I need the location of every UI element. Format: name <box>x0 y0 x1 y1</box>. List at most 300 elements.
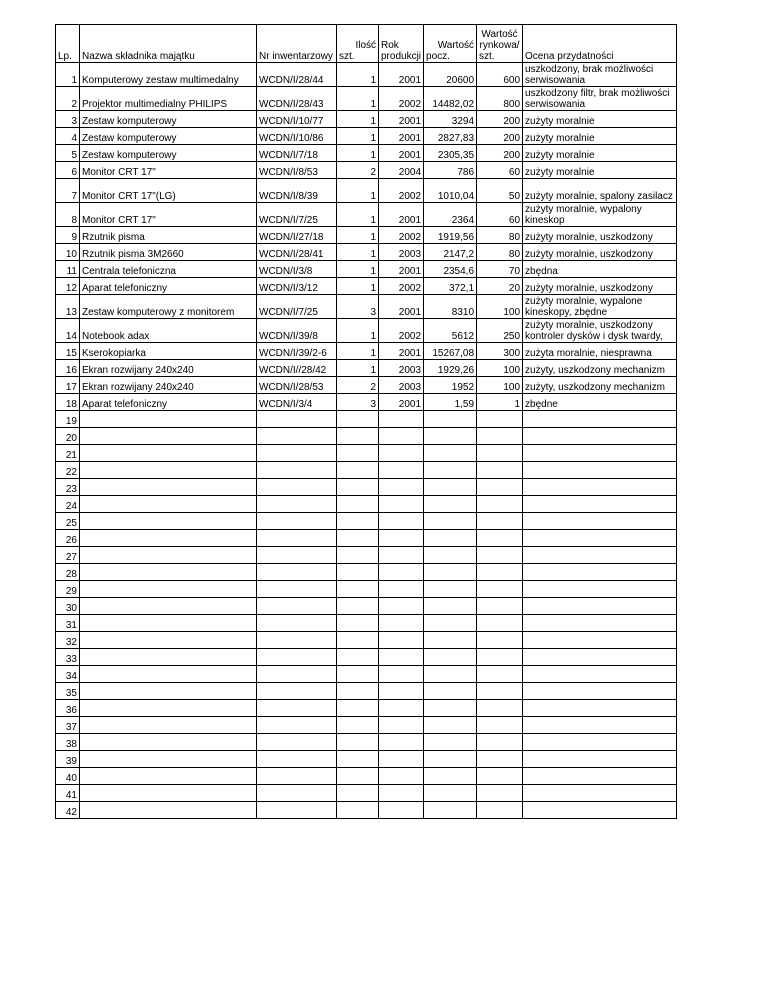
cell-quantity <box>337 751 379 768</box>
cell-lp: 14 <box>56 319 80 343</box>
empty-table-row <box>56 734 677 751</box>
cell-inventory <box>257 751 337 768</box>
cell-name: Notebook adax <box>80 319 257 343</box>
cell-year: 2004 <box>379 162 424 179</box>
empty-table-row <box>56 751 677 768</box>
cell-quantity <box>337 530 379 547</box>
cell-market-value <box>477 717 523 734</box>
cell-value: 2305,35 <box>424 145 477 162</box>
cell-year <box>379 530 424 547</box>
cell-quantity <box>337 649 379 666</box>
cell-year: 2001 <box>379 111 424 128</box>
cell-market-value: 300 <box>477 343 523 360</box>
cell-quantity: 3 <box>337 295 379 319</box>
cell-name: Zestaw komputerowy <box>80 128 257 145</box>
cell-year <box>379 547 424 564</box>
table-row <box>56 128 677 145</box>
cell-inventory <box>257 496 337 513</box>
cell-value <box>424 411 477 428</box>
cell-rating <box>523 462 677 479</box>
cell-quantity <box>337 700 379 717</box>
cell-rating <box>523 802 677 819</box>
cell-name: Kserokopiarka <box>80 343 257 360</box>
cell-year <box>379 700 424 717</box>
cell-quantity <box>337 479 379 496</box>
cell-inventory <box>257 615 337 632</box>
cell-inventory: WCDN/I/28/41 <box>257 244 337 261</box>
cell-market-value <box>477 479 523 496</box>
cell-market-value: 100 <box>477 360 523 377</box>
cell-lp: 42 <box>56 802 80 819</box>
cell-value <box>424 683 477 700</box>
cell-quantity: 1 <box>337 145 379 162</box>
cell-year: 2001 <box>379 145 424 162</box>
cell-inventory <box>257 445 337 462</box>
cell-quantity: 1 <box>337 343 379 360</box>
cell-year: 2001 <box>379 343 424 360</box>
cell-rating: zużyty, uszkodzony mechanizm <box>523 360 677 377</box>
cell-inventory <box>257 768 337 785</box>
cell-value: 8310 <box>424 295 477 319</box>
cell-lp: 25 <box>56 513 80 530</box>
cell-market-value <box>477 496 523 513</box>
cell-inventory: WCDN/I/7/25 <box>257 203 337 227</box>
cell-inventory: WCDN/I/28/43 <box>257 87 337 111</box>
cell-name: Monitor CRT 17" <box>80 203 257 227</box>
cell-rating: zużyty moralnie <box>523 145 677 162</box>
cell-quantity: 1 <box>337 128 379 145</box>
cell-market-value <box>477 734 523 751</box>
cell-name <box>80 496 257 513</box>
cell-value <box>424 717 477 734</box>
col-header-lp: Lp. <box>56 25 80 63</box>
cell-rating: zużyty moralnie, uszkodzony <box>523 227 677 244</box>
empty-table-row <box>56 445 677 462</box>
cell-rating: zużyty, uszkodzony mechanizm <box>523 377 677 394</box>
cell-rating <box>523 428 677 445</box>
cell-rating <box>523 581 677 598</box>
cell-rating <box>523 411 677 428</box>
cell-value <box>424 564 477 581</box>
empty-table-row <box>56 479 677 496</box>
cell-rating: zużyty moralnie <box>523 111 677 128</box>
cell-value: 1919,56 <box>424 227 477 244</box>
cell-value <box>424 581 477 598</box>
cell-year: 2001 <box>379 295 424 319</box>
cell-market-value <box>477 598 523 615</box>
cell-inventory: WCDN/I/27/18 <box>257 227 337 244</box>
cell-lp: 16 <box>56 360 80 377</box>
empty-table-row <box>56 513 677 530</box>
cell-rating <box>523 598 677 615</box>
cell-lp: 6 <box>56 162 80 179</box>
cell-inventory <box>257 564 337 581</box>
cell-quantity: 1 <box>337 63 379 87</box>
cell-inventory <box>257 683 337 700</box>
cell-inventory <box>257 802 337 819</box>
col-header-inventory: Nr inwentarzowy <box>257 25 337 63</box>
cell-value <box>424 802 477 819</box>
cell-year <box>379 649 424 666</box>
cell-name <box>80 547 257 564</box>
cell-year: 2003 <box>379 360 424 377</box>
cell-inventory: WCDN/I/3/4 <box>257 394 337 411</box>
cell-lp: 36 <box>56 700 80 717</box>
cell-inventory <box>257 513 337 530</box>
table-row <box>56 343 677 360</box>
cell-quantity <box>337 581 379 598</box>
cell-quantity: 1 <box>337 261 379 278</box>
cell-rating: zużyta moralnie, niesprawna <box>523 343 677 360</box>
col-header-quantity-line2: szt. <box>339 51 355 62</box>
cell-year: 2001 <box>379 261 424 278</box>
cell-inventory <box>257 785 337 802</box>
cell-market-value: 20 <box>477 278 523 295</box>
cell-name <box>80 530 257 547</box>
cell-quantity <box>337 547 379 564</box>
table-row <box>56 179 677 203</box>
cell-rating <box>523 700 677 717</box>
cell-rating <box>523 547 677 564</box>
cell-name: Centrala telefoniczna <box>80 261 257 278</box>
cell-lp: 23 <box>56 479 80 496</box>
table-row <box>56 203 677 227</box>
cell-lp: 26 <box>56 530 80 547</box>
cell-market-value: 60 <box>477 203 523 227</box>
empty-table-row <box>56 802 677 819</box>
col-header-rating: Ocena przydatności <box>523 25 677 63</box>
cell-rating <box>523 785 677 802</box>
cell-lp: 7 <box>56 179 80 203</box>
cell-market-value: 200 <box>477 128 523 145</box>
cell-rating <box>523 479 677 496</box>
cell-year <box>379 802 424 819</box>
cell-name: Rzutnik pisma <box>80 227 257 244</box>
cell-quantity <box>337 564 379 581</box>
cell-year <box>379 479 424 496</box>
cell-name <box>80 700 257 717</box>
cell-year: 2002 <box>379 87 424 111</box>
cell-name: Monitor CRT 17"(LG) <box>80 179 257 203</box>
cell-market-value <box>477 513 523 530</box>
table-row <box>56 87 677 111</box>
cell-year <box>379 717 424 734</box>
cell-year <box>379 428 424 445</box>
col-header-value-line1: Wartość <box>437 40 475 51</box>
cell-rating: zużyty moralnie, spalony zasilacz <box>523 179 677 203</box>
cell-inventory <box>257 649 337 666</box>
cell-year <box>379 598 424 615</box>
cell-year: 2002 <box>379 179 424 203</box>
cell-lp: 31 <box>56 615 80 632</box>
cell-lp: 15 <box>56 343 80 360</box>
cell-market-value: 600 <box>477 63 523 87</box>
cell-rating <box>523 717 677 734</box>
cell-market-value <box>477 530 523 547</box>
cell-quantity <box>337 802 379 819</box>
cell-value <box>424 751 477 768</box>
cell-market-value <box>477 411 523 428</box>
cell-value <box>424 785 477 802</box>
cell-rating <box>523 649 677 666</box>
cell-name <box>80 751 257 768</box>
cell-value <box>424 513 477 530</box>
cell-quantity: 3 <box>337 394 379 411</box>
cell-year <box>379 411 424 428</box>
cell-rating <box>523 513 677 530</box>
table-row <box>56 227 677 244</box>
cell-quantity: 1 <box>337 360 379 377</box>
cell-lp: 8 <box>56 203 80 227</box>
cell-lp: 35 <box>56 683 80 700</box>
cell-rating <box>523 683 677 700</box>
cell-quantity <box>337 428 379 445</box>
cell-market-value <box>477 649 523 666</box>
cell-name: Rzutnik pisma 3M2660 <box>80 244 257 261</box>
cell-name: Ekran rozwijany 240x240 <box>80 377 257 394</box>
col-header-market-line1: Wartość <box>481 29 518 40</box>
empty-table-row <box>56 666 677 683</box>
cell-lp: 38 <box>56 734 80 751</box>
cell-quantity: 2 <box>337 162 379 179</box>
cell-market-value: 100 <box>477 377 523 394</box>
cell-inventory: WCDN/I/3/8 <box>257 261 337 278</box>
cell-inventory <box>257 428 337 445</box>
cell-quantity <box>337 632 379 649</box>
cell-market-value: 70 <box>477 261 523 278</box>
cell-quantity <box>337 513 379 530</box>
empty-table-row <box>56 649 677 666</box>
cell-inventory <box>257 411 337 428</box>
cell-lp: 41 <box>56 785 80 802</box>
cell-quantity <box>337 785 379 802</box>
empty-table-row <box>56 700 677 717</box>
cell-year: 2001 <box>379 63 424 87</box>
cell-lp: 21 <box>56 445 80 462</box>
cell-name <box>80 632 257 649</box>
cell-name <box>80 428 257 445</box>
table-row <box>56 360 677 377</box>
cell-inventory <box>257 734 337 751</box>
cell-lp: 22 <box>56 462 80 479</box>
cell-rating <box>523 666 677 683</box>
cell-market-value: 60 <box>477 162 523 179</box>
cell-year: 2002 <box>379 319 424 343</box>
cell-value: 2354,6 <box>424 261 477 278</box>
cell-name: Komputerowy zestaw multimedalny <box>80 63 257 87</box>
cell-quantity <box>337 615 379 632</box>
table-row <box>56 295 677 319</box>
cell-quantity <box>337 496 379 513</box>
header-row <box>56 25 677 63</box>
cell-quantity <box>337 462 379 479</box>
col-header-market-line3: szt. <box>479 51 495 62</box>
cell-year <box>379 632 424 649</box>
cell-rating <box>523 615 677 632</box>
cell-inventory <box>257 598 337 615</box>
cell-quantity: 1 <box>337 244 379 261</box>
cell-rating: uszkodzony, brak możliwości serwisowania <box>523 63 677 87</box>
cell-value: 14482,02 <box>424 87 477 111</box>
cell-name <box>80 445 257 462</box>
cell-lp: 33 <box>56 649 80 666</box>
cell-name <box>80 683 257 700</box>
cell-quantity <box>337 717 379 734</box>
cell-rating: zbędna <box>523 261 677 278</box>
cell-name: Ekran rozwijany 240x240 <box>80 360 257 377</box>
cell-quantity <box>337 445 379 462</box>
cell-value <box>424 496 477 513</box>
col-header-value <box>424 25 477 63</box>
cell-lp: 18 <box>56 394 80 411</box>
cell-rating: zużyty moralnie <box>523 128 677 145</box>
cell-year <box>379 462 424 479</box>
cell-market-value <box>477 802 523 819</box>
cell-lp: 27 <box>56 547 80 564</box>
cell-quantity: 1 <box>337 227 379 244</box>
cell-value: 2147,2 <box>424 244 477 261</box>
cell-lp: 12 <box>56 278 80 295</box>
cell-quantity <box>337 666 379 683</box>
cell-inventory <box>257 479 337 496</box>
cell-inventory: WCDN/I/8/53 <box>257 162 337 179</box>
table-row <box>56 278 677 295</box>
cell-rating: zużyty moralnie, uszkodzony <box>523 278 677 295</box>
cell-quantity <box>337 411 379 428</box>
cell-quantity <box>337 598 379 615</box>
cell-year <box>379 785 424 802</box>
cell-rating <box>523 768 677 785</box>
cell-market-value <box>477 445 523 462</box>
cell-rating <box>523 445 677 462</box>
cell-value: 1,59 <box>424 394 477 411</box>
cell-name: Zestaw komputerowy z monitorem <box>80 295 257 319</box>
cell-year <box>379 564 424 581</box>
empty-table-row <box>56 564 677 581</box>
cell-lp: 4 <box>56 128 80 145</box>
cell-inventory <box>257 717 337 734</box>
cell-inventory <box>257 581 337 598</box>
cell-name <box>80 598 257 615</box>
cell-quantity: 1 <box>337 87 379 111</box>
cell-value: 2364 <box>424 203 477 227</box>
table-row <box>56 162 677 179</box>
cell-lp: 9 <box>56 227 80 244</box>
cell-inventory: WCDN/I//28/42 <box>257 360 337 377</box>
cell-inventory <box>257 462 337 479</box>
cell-year: 2003 <box>379 377 424 394</box>
cell-year: 2003 <box>379 244 424 261</box>
cell-name <box>80 734 257 751</box>
cell-lp: 20 <box>56 428 80 445</box>
cell-value <box>424 615 477 632</box>
cell-year: 2002 <box>379 278 424 295</box>
cell-value <box>424 666 477 683</box>
cell-year <box>379 751 424 768</box>
cell-lp: 34 <box>56 666 80 683</box>
cell-market-value <box>477 666 523 683</box>
cell-market-value <box>477 564 523 581</box>
cell-value <box>424 445 477 462</box>
empty-table-row <box>56 547 677 564</box>
cell-name <box>80 564 257 581</box>
cell-rating <box>523 632 677 649</box>
cell-market-value: 100 <box>477 295 523 319</box>
empty-table-row <box>56 615 677 632</box>
cell-lp: 19 <box>56 411 80 428</box>
cell-value: 2827,83 <box>424 128 477 145</box>
cell-market-value <box>477 768 523 785</box>
cell-market-value: 200 <box>477 111 523 128</box>
cell-rating: zbędne <box>523 394 677 411</box>
cell-value <box>424 632 477 649</box>
cell-value: 5612 <box>424 319 477 343</box>
col-header-year-line1: Rok <box>381 40 399 51</box>
cell-value: 372,1 <box>424 278 477 295</box>
cell-inventory <box>257 530 337 547</box>
table-row <box>56 145 677 162</box>
empty-table-row <box>56 462 677 479</box>
cell-name <box>80 513 257 530</box>
empty-table-row <box>56 530 677 547</box>
cell-year <box>379 496 424 513</box>
cell-quantity: 1 <box>337 111 379 128</box>
cell-quantity <box>337 734 379 751</box>
cell-quantity: 1 <box>337 179 379 203</box>
cell-inventory: WCDN/I/28/53 <box>257 377 337 394</box>
cell-quantity <box>337 683 379 700</box>
cell-rating <box>523 564 677 581</box>
cell-year <box>379 683 424 700</box>
cell-market-value <box>477 700 523 717</box>
cell-value <box>424 649 477 666</box>
cell-value <box>424 547 477 564</box>
cell-rating: zużyty moralnie <box>523 162 677 179</box>
cell-value: 1929,26 <box>424 360 477 377</box>
cell-market-value <box>477 683 523 700</box>
cell-value <box>424 530 477 547</box>
cell-name <box>80 768 257 785</box>
cell-value <box>424 598 477 615</box>
cell-name <box>80 581 257 598</box>
cell-name <box>80 411 257 428</box>
cell-value <box>424 479 477 496</box>
cell-name: Monitor CRT 17" <box>80 162 257 179</box>
empty-table-row <box>56 428 677 445</box>
col-header-quantity-line1: Ilość <box>355 40 376 51</box>
empty-table-row <box>56 581 677 598</box>
cell-lp: 3 <box>56 111 80 128</box>
table-row <box>56 377 677 394</box>
cell-year <box>379 513 424 530</box>
cell-value <box>424 428 477 445</box>
empty-table-row <box>56 496 677 513</box>
cell-year <box>379 581 424 598</box>
cell-name <box>80 462 257 479</box>
empty-table-row <box>56 785 677 802</box>
cell-name <box>80 649 257 666</box>
cell-rating <box>523 530 677 547</box>
cell-lp: 1 <box>56 63 80 87</box>
cell-lp: 11 <box>56 261 80 278</box>
cell-inventory <box>257 666 337 683</box>
cell-value <box>424 734 477 751</box>
cell-market-value <box>477 785 523 802</box>
cell-inventory: WCDN/I/8/39 <box>257 179 337 203</box>
cell-inventory: WCDN/I/28/44 <box>257 63 337 87</box>
cell-inventory: WCDN/I/10/77 <box>257 111 337 128</box>
cell-market-value <box>477 581 523 598</box>
